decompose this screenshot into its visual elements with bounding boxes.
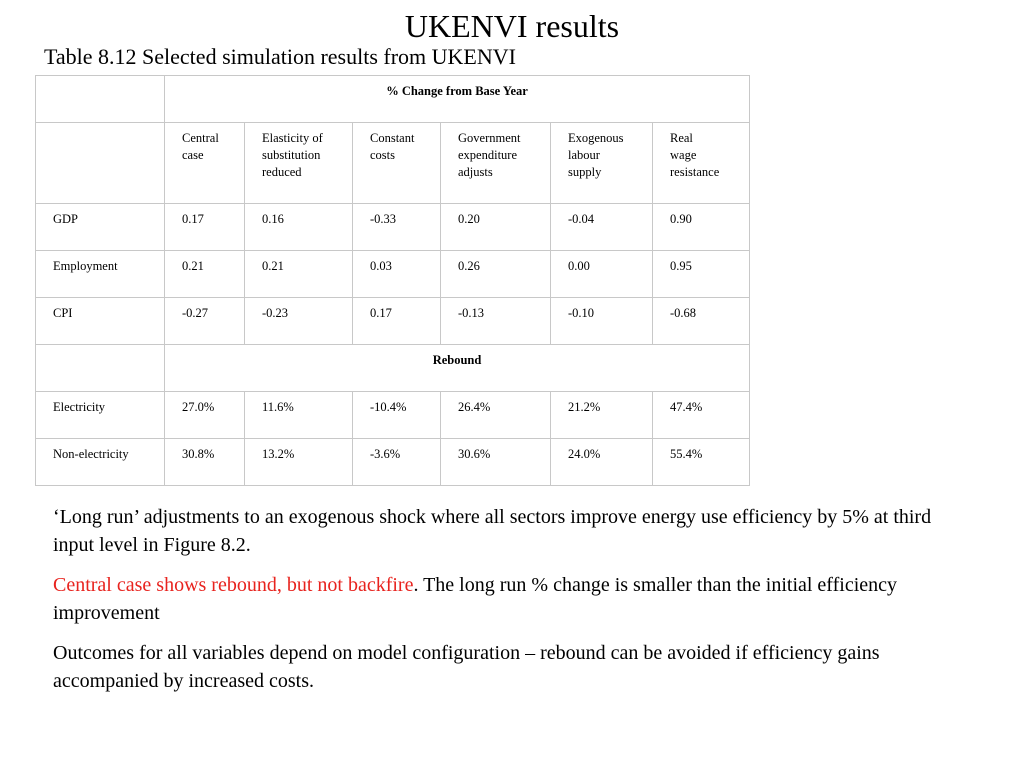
table-cell: -0.33 (353, 204, 441, 251)
column-header-line: Real (670, 131, 693, 145)
table-row (36, 251, 750, 298)
table-cell: 26.4% (441, 392, 551, 439)
row-label: Non-electricity (36, 439, 165, 486)
column-header-line: adjusts (458, 165, 493, 179)
table-cell: 11.6% (245, 392, 353, 439)
table-row (36, 392, 750, 439)
table-corner-cell (36, 76, 165, 123)
table-cell: 0.17 (165, 204, 245, 251)
table-cell: 30.6% (441, 439, 551, 486)
table-cell: 0.00 (551, 251, 653, 298)
column-header-line: Government (458, 131, 521, 145)
column-header-line: resistance (670, 165, 720, 179)
table-cell: -3.6% (353, 439, 441, 486)
table-cell: 0.21 (245, 251, 353, 298)
table-cell: 55.4% (653, 439, 750, 486)
table-cell: -10.4% (353, 392, 441, 439)
table-cell: -0.68 (653, 298, 750, 345)
paragraph-long-run: ‘Long run’ adjustments to an exogenous shock where all sectors improve energy use efficiency by 5% at third input level in Figure 8.2. (53, 506, 932, 556)
table-section-row (36, 76, 750, 123)
column-header (245, 123, 353, 204)
slide-title: UKENVI results (404, 8, 620, 44)
column-header-line: Central (182, 131, 219, 145)
table-cell: -0.04 (551, 204, 653, 251)
paragraph-outcomes: Outcomes for all variables depend on model configuration – rebound can be avoided if efficiency gains accompanied by increased costs. (53, 642, 880, 692)
row-label: Electricity (36, 392, 165, 439)
column-header-line: case (182, 148, 204, 162)
column-header (441, 123, 551, 204)
table-cell: -0.27 (165, 298, 245, 345)
column-header-line: expenditure (458, 148, 518, 162)
results-table (35, 75, 750, 486)
table-cell: 0.21 (165, 251, 245, 298)
table-cell: 27.0% (165, 392, 245, 439)
table-section-row (36, 345, 750, 392)
table-row (36, 439, 750, 486)
column-header (165, 123, 245, 204)
row-label: GDP (36, 204, 165, 251)
table-cell: 24.0% (551, 439, 653, 486)
highlight-text: Central case shows rebound, but not backfire (53, 574, 414, 596)
column-header-line: Constant (370, 131, 415, 145)
row-label: Employment (36, 251, 165, 298)
column-header (653, 123, 750, 204)
paragraph-rebound (53, 571, 958, 627)
section-heading-change: % Change from Base Year (165, 76, 750, 123)
section-blank-cell (36, 345, 165, 392)
table-cell: 47.4% (653, 392, 750, 439)
table-cell: 0.95 (653, 251, 750, 298)
table-cell: 0.03 (353, 251, 441, 298)
table-cell: -0.10 (551, 298, 653, 345)
column-header-line: Exogenous (568, 131, 624, 145)
table-cell: 13.2% (245, 439, 353, 486)
table-cell: 0.17 (353, 298, 441, 345)
column-header-line: Elasticity of (262, 131, 323, 145)
table-header-row (36, 123, 750, 204)
column-header-line: wage (670, 148, 697, 162)
table-cell: 21.2% (551, 392, 653, 439)
paragraph-rebound-rest: . The long run % change is smaller than the initial efficiency improvement (53, 574, 898, 624)
table-row (36, 298, 750, 345)
table-cell: 0.16 (245, 204, 353, 251)
table-cell: 0.26 (441, 251, 551, 298)
column-header-line: costs (370, 148, 395, 162)
table-caption: Table 8.12 Selected simulation results from UKENVI (44, 44, 516, 69)
table-cell: -0.23 (245, 298, 353, 345)
table-row (36, 204, 750, 251)
column-header (353, 123, 441, 204)
table-cell: 0.90 (653, 204, 750, 251)
table-cell: 30.8% (165, 439, 245, 486)
column-header-line: labour (568, 148, 600, 162)
section-heading-rebound: Rebound (165, 345, 750, 392)
column-header-line: supply (568, 165, 602, 179)
row-label: CPI (36, 298, 165, 345)
column-header-line: substitution (262, 148, 321, 162)
table-cell: -0.13 (441, 298, 551, 345)
body-text (53, 503, 958, 707)
table-cell: 0.20 (441, 204, 551, 251)
column-header (551, 123, 653, 204)
header-blank-cell (36, 123, 165, 204)
column-header-line: reduced (262, 165, 302, 179)
